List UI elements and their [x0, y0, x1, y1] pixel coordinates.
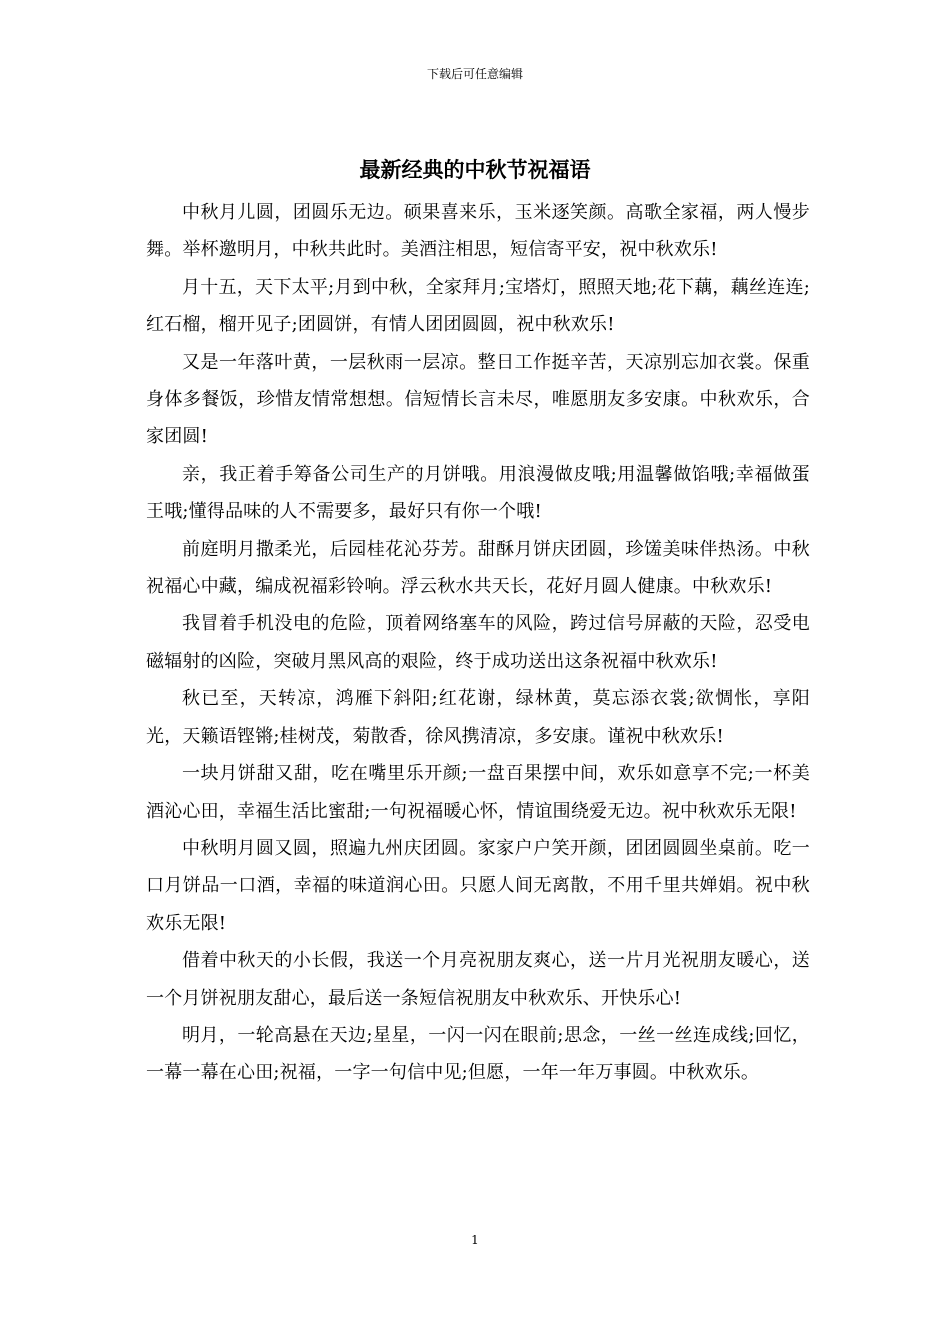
paragraph: 月十五，天下太平;月到中秋，全家拜月;宝塔灯，照照天地;花下藕，藕丝连连;红石榴，榴开见子;团圆饼，有情人团团圆圆，祝中秋欢乐!: [146, 276, 810, 336]
paragraph: 亲，我正着手筹备公司生产的月饼哦。用浪漫做皮哦;用温馨做馅哦;幸福做蛋王哦;懂得品味的人不需要多，最好只有你一个哦!: [146, 463, 810, 523]
document-title: 最新经典的中秋节祝福语: [359, 157, 591, 182]
paragraph: 前庭明月撒柔光，后园桂花沁芬芳。甜酥月饼庆团圆，珍馐美味伴热汤。中秋祝福心中藏，编成祝福彩铃响。浮云秋水共天长，花好月圆人健康。中秋欢乐!: [146, 538, 810, 598]
paragraph: 秋已至，天转凉，鸿雁下斜阳;红花谢，绿林黄，莫忘添衣裳;欲惆怅，享阳光，天籁语铿锵;桂树茂，菊散香，徐风携清凉，多安康。谨祝中秋欢乐!: [146, 688, 810, 747]
page-number: 1: [471, 1233, 479, 1247]
paragraph: 中秋月儿圆，团圆乐无边。硕果喜来乐，玉米逐笑颜。高歌全家福，两人慢步舞。举杯邀明月，中秋共此时。美酒注相思，短信寄平安，祝中秋欢乐!: [146, 202, 810, 261]
paragraph: 又是一年落叶黄，一层秋雨一层凉。整日工作挺辛苦，天凉别忘加衣裳。保重身体多餐饭，珍惜友情常想想。信短情长言未尽，唯愿朋友多安康。中秋欢乐，合家团圆!: [146, 351, 810, 448]
paragraph: 明月，一轮高悬在天边;星星，一闪一闪在眼前;思念，一丝一丝连成线;回忆，一幕一幕在心田;祝福，一字一句信中见;但愿，一年一年万事圆。中秋欢乐。: [146, 1024, 810, 1084]
page-header-note: 下载后可任意编辑: [426, 67, 523, 81]
document-body: [146, 194, 810, 1092]
paragraph: 借着中秋天的小长假，我送一个月亮祝朋友爽心，送一片月光祝朋友暖心，送一个月饼祝朋友甜心，最后送一条短信祝朋友中秋欢乐、开快乐心!: [146, 950, 810, 1009]
paragraph: 中秋明月圆又圆，照遍九州庆团圆。家家户户笑开颜，团团圆圆坐桌前。吃一口月饼品一口酒，幸福的味道润心田。只愿人间无离散，不用千里共婵娟。祝中秋欢乐无限!: [146, 837, 810, 934]
paragraph: 一块月饼甜又甜，吃在嘴里乐开颜;一盘百果摆中间，欢乐如意享不完;一杯美酒沁心田，幸福生活比蜜甜;一句祝福暖心怀，情谊围绕爱无边。祝中秋欢乐无限!: [146, 763, 810, 822]
paragraph: 我冒着手机没电的危险，顶着网络塞车的风险，跨过信号屏蔽的天险，忍受电磁辐射的凶险，突破月黑风高的艰险，终于成功送出这条祝福中秋欢乐!: [146, 613, 810, 672]
